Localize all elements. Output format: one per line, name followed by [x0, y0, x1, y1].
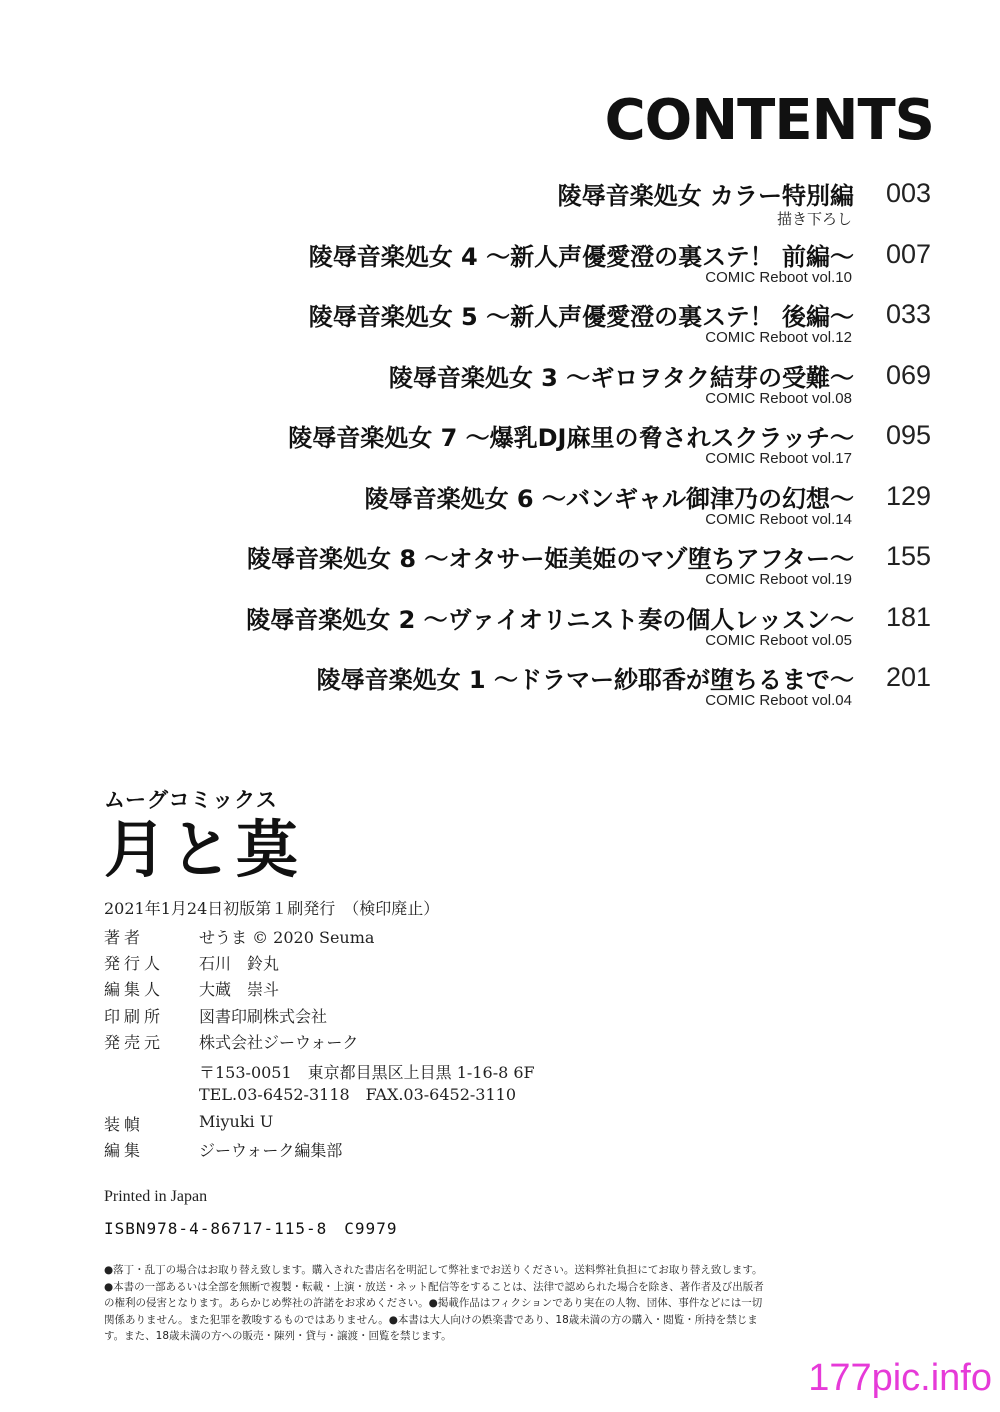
toc-entry-page: 007 [886, 238, 932, 269]
toc-entry-title: 陵辱音楽処女 7 ～爆乳DJ麻里の脅されスクラッチ～ [288, 424, 854, 452]
toc-entry [0, 418, 1000, 479]
colophon-key: 編集 [104, 1141, 145, 1160]
toc-entry-source: COMIC Reboot vol.12 [705, 329, 852, 346]
toc-entry-source: COMIC Reboot vol.19 [705, 571, 852, 588]
colophon-value: 図書印刷株式会社 [199, 1007, 328, 1026]
toc-entry [0, 660, 1000, 721]
toc-entry-source: 描き下ろし [776, 211, 852, 228]
table-of-contents [0, 176, 1000, 721]
toc-entry-title: 陵辱音楽処女 4 ～新人声優愛澄の裏ステ！ 前編～ [308, 242, 854, 271]
contents-heading: CONTENTS [604, 88, 934, 153]
colophon-key: 編集人 [104, 980, 165, 999]
toc-entry-source: COMIC Reboot vol.04 [705, 692, 852, 709]
toc-entry-title: 陵辱音楽処女 2 ～ヴァイオリニスト奏の個人レッスン～ [246, 605, 854, 634]
book-title: 月と莫 [104, 813, 303, 886]
toc-entry-source: COMIC Reboot vol.08 [705, 389, 852, 407]
toc-entry-page: 155 [886, 541, 932, 571]
tel-fax-text: TEL.03-6452-3118 FAX.03-6452-3110 [199, 1085, 517, 1104]
toc-entry [0, 297, 1000, 358]
colophon-value: 株式会社ジーウォーク [199, 1033, 359, 1052]
toc-entry-title: 陵辱音楽処女 カラー特別編 [557, 182, 854, 210]
toc-entry [0, 600, 1000, 661]
release-line: 2021年1月24日初版第１刷発行 （検印廃止） [104, 899, 440, 918]
toc-entry-page: 181 [886, 601, 932, 632]
toc-entry-page: 095 [886, 420, 932, 450]
toc-entry-title: 陵辱音楽処女 1 ～ドラマー紗耶香が堕ちるまで～ [316, 666, 854, 694]
colophon-key: 印刷所 [104, 1007, 165, 1026]
toc-entry-source: COMIC Reboot vol.17 [705, 450, 852, 467]
toc-entry [0, 539, 1000, 600]
colophon-key: 発行人 [104, 954, 165, 973]
toc-entry [0, 479, 1000, 540]
toc-entry-page: 069 [886, 359, 932, 390]
colophon-key: 著者 [104, 928, 145, 947]
toc-entry-page: 003 [886, 178, 932, 208]
colophon-value: ジーウォーク編集部 [199, 1141, 343, 1160]
imprint-label: ムーグコミックス [104, 788, 278, 812]
imprint [104, 784, 302, 886]
legal-notice: ●落丁・乱丁の場合はお取り替え致します。購入された書店名を明記して弊社までお送りください。送料弊社負担にてお取り替え致します。●本書の一部あるいは全部を無断で複製・転載・上演・放送・ネット配信等をすることは、法律で認められた場合を除き、著作者及び出版者の権利の侵害となります。あらかじめ弊社の許諾をお求めください。●掲載作品はフィクションであり実在の人物、団体、事件などには一切関係ありません。また犯罪を教唆するものではありません。●本書は大人向けの娯楽書であり、18歳未満の方の購入・閲覧・所持を禁じます。また、18歳未満の方への販売・陳列・貸与・譲渡・回覧を禁じます。 [104, 1264, 764, 1342]
colophon-key: 発売元 [104, 1033, 165, 1052]
colophon-value: せうま © 2020 Seuma [199, 928, 375, 947]
watermark: 177pic.info [808, 1357, 992, 1399]
isbn-code: ISBN978-4-86717-115-8 C9979 [104, 1219, 398, 1238]
printed-in: Printed in Japan [104, 1188, 208, 1205]
toc-entry-page: 033 [886, 299, 932, 329]
toc-entry-source: COMIC Reboot vol.14 [705, 510, 852, 528]
toc-entry-page: 201 [886, 662, 932, 692]
toc-entry-source: COMIC Reboot vol.05 [705, 631, 852, 649]
toc-entry [0, 176, 1000, 237]
toc-entry-source: COMIC Reboot vol.10 [705, 268, 852, 286]
toc-entry-page: 129 [886, 480, 932, 511]
colophon-value: Miyuki U [199, 1112, 274, 1131]
toc-entry-title: 陵辱音楽処女 5 ～新人声優愛澄の裏ステ！ 後編～ [308, 303, 854, 331]
address-text: 〒153-0051 東京都目黒区上目黒 1-16-8 6F [199, 1063, 535, 1082]
colophon-key: 装幀 [104, 1115, 145, 1134]
toc-entry-title: 陵辱音楽処女 3 ～ギロヲタク結芽の受難～ [388, 363, 854, 392]
toc-entry-title: 陵辱音楽処女 8 ～オタサー姫美姫のマゾ堕ちアフター～ [246, 545, 854, 573]
colophon-value: 大蔵 崇斗 [199, 980, 280, 999]
toc-entry-title: 陵辱音楽処女 6 ～バンギャル御津乃の幻想～ [364, 484, 854, 513]
toc-entry [0, 358, 1000, 419]
colophon-value: 石川 鈴丸 [199, 954, 280, 973]
toc-entry [0, 237, 1000, 298]
